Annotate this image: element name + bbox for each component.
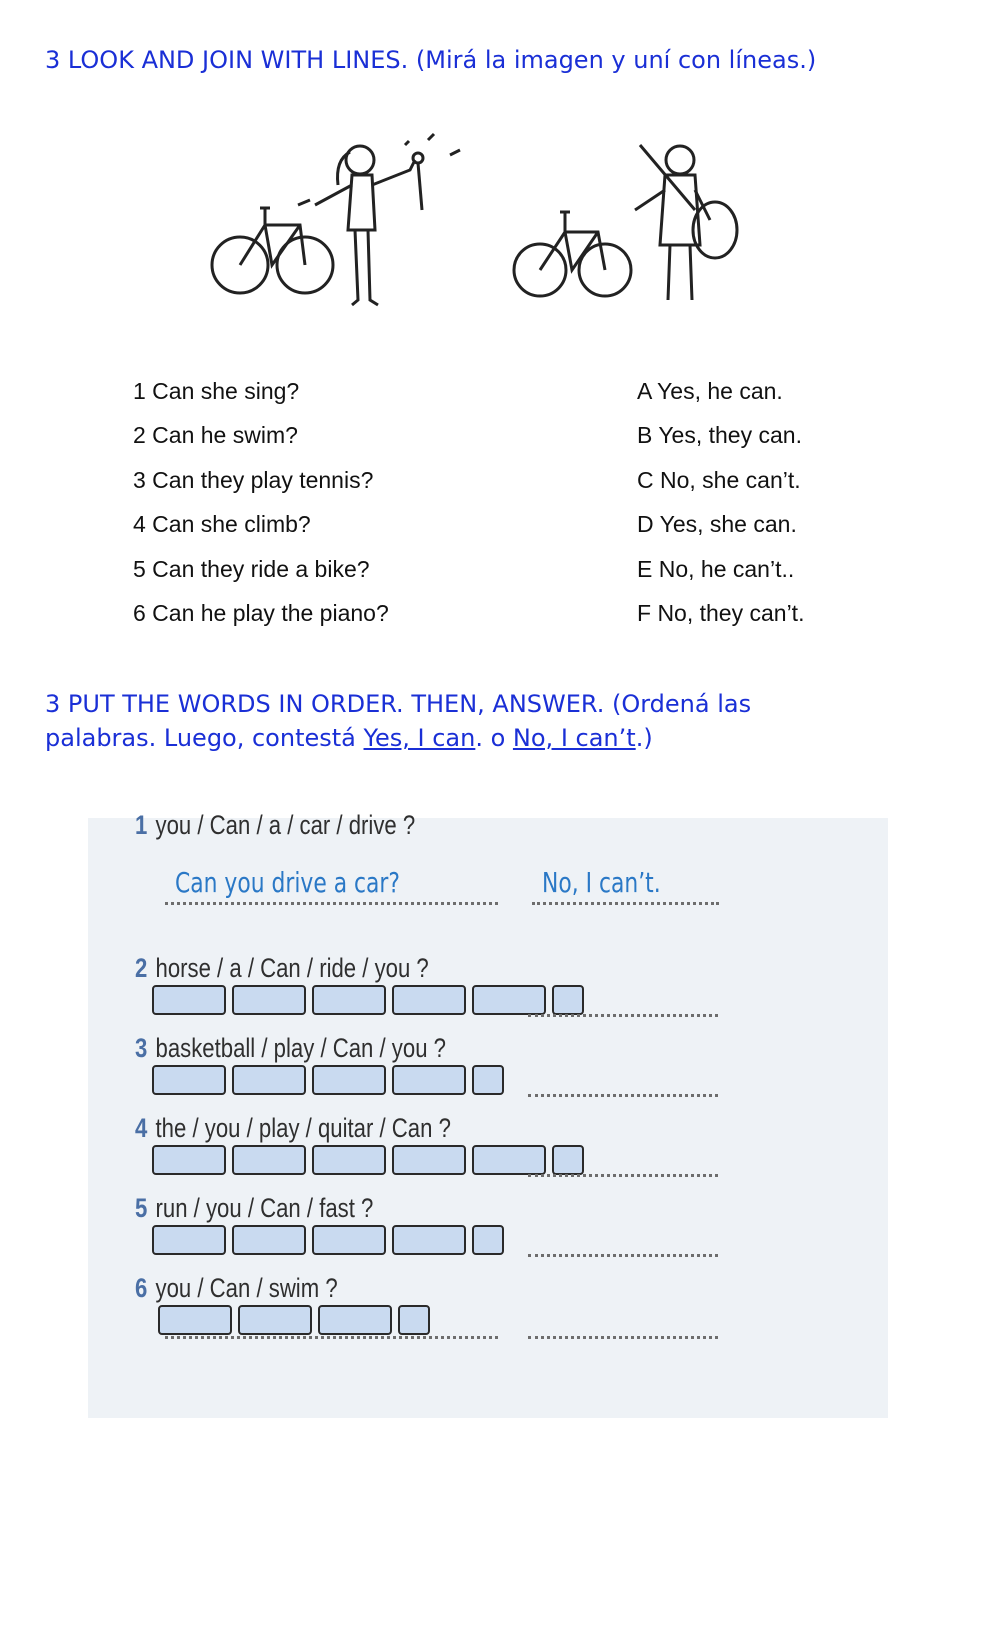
ex2-item-5-answer-line[interactable] [528,1254,718,1257]
word-slot[interactable] [392,1225,466,1255]
question-mark-slot[interactable] [472,1065,504,1095]
ex2-item-2-word-boxes [152,985,584,1015]
answer-d[interactable]: D Yes, she can. [637,511,797,537]
boy-guitar-illustration [635,145,737,300]
no-i-cant-phrase: No, I can’t [512,724,636,752]
question-3: 3 Can they play tennis? [133,467,374,493]
word-slot[interactable] [232,1065,306,1095]
answer-b[interactable]: B Yes, they can. [637,422,802,448]
answer-f[interactable]: F No, they can’t. [637,600,805,626]
exercise2-title-line2: palabras. Luego, contestá Yes, I can. o No, I can’t.) [45,724,653,752]
word-slot[interactable] [312,1065,386,1095]
ex2-item-3-answer-line[interactable] [528,1094,718,1097]
ex2-item-2-answer-line[interactable] [528,1014,718,1017]
word-slot[interactable] [232,985,306,1015]
word-slot[interactable] [472,1145,546,1175]
word-slot[interactable] [472,985,546,1015]
word-slot[interactable] [392,985,466,1015]
word-slot[interactable] [152,1145,226,1175]
question-1: 1 Can she sing? [133,378,300,404]
question-6: 6 Can he play the piano? [133,600,389,626]
word-slot[interactable] [238,1305,312,1335]
word-slot[interactable] [392,1145,466,1175]
word-slot[interactable] [152,985,226,1015]
question-mark-slot[interactable] [472,1225,504,1255]
word-slot[interactable] [152,1225,226,1255]
children-bikes-illustration [210,130,750,320]
answer-e[interactable]: E No, he can’t.. [637,556,795,582]
word-slot[interactable] [392,1065,466,1095]
bike-left-illustration [212,200,333,293]
ex2-item-1-words: 1 you / Can / a / car / drive ? [135,810,416,840]
word-slot[interactable] [312,1225,386,1255]
word-slot[interactable] [232,1145,306,1175]
ex2-item-2-words: 2 horse / a / Can / ride / you ? [135,953,429,983]
question-5: 5 Can they ride a bike? [133,556,370,582]
ex2-item-4-word-boxes [152,1145,584,1175]
ex2-item-6-answer-line[interactable] [528,1336,718,1339]
ex2-item-6-word-boxes [158,1305,430,1335]
ex2-item-3-word-boxes [152,1065,504,1095]
word-slot[interactable] [232,1225,306,1255]
word-slot[interactable] [152,1065,226,1095]
yes-i-can-phrase: Yes, I can [363,724,476,752]
question-2: 2 Can he swim? [133,422,298,448]
exercise1-title: 3 LOOK AND JOIN WITH LINES. (Mirá la imagen y uní con líneas.) [45,46,817,74]
answer-a[interactable]: A Yes, he can. [637,378,783,404]
ex2-item-1-question-line [165,902,498,905]
question-mark-slot[interactable] [552,985,584,1015]
ex2-item-3-words: 3 basketball / play / Can / you ? [135,1033,446,1063]
ex2-item-1-example-question: Can you drive a car? [175,866,400,899]
bike-right-illustration [514,212,631,296]
exercise2-title-line1: 3 PUT THE WORDS IN ORDER. THEN, ANSWER. (Ordená las [45,690,752,718]
ex2-item-4-words: 4 the / you / play / quitar / Can ? [135,1113,451,1143]
ex2-item-1-answer-line [532,902,719,905]
girl-singing-illustration [315,134,460,305]
question-4: 4 Can she climb? [133,511,311,537]
ex2-item-5-word-boxes [152,1225,504,1255]
word-slot[interactable] [312,985,386,1015]
ex2-item-6-question-line [165,1336,498,1339]
ex2-item-5-words: 5 run / you / Can / fast ? [135,1193,374,1223]
question-mark-slot[interactable] [552,1145,584,1175]
answer-c[interactable]: C No, she can’t. [637,467,801,493]
word-slot[interactable] [318,1305,392,1335]
question-mark-slot[interactable] [398,1305,430,1335]
ex2-item-6-words: 6 you / Can / swim ? [135,1273,338,1303]
ex2-item-4-answer-line[interactable] [528,1174,718,1177]
ex2-item-1-example-answer: No, I can’t. [542,866,661,899]
word-slot[interactable] [158,1305,232,1335]
word-slot[interactable] [312,1145,386,1175]
